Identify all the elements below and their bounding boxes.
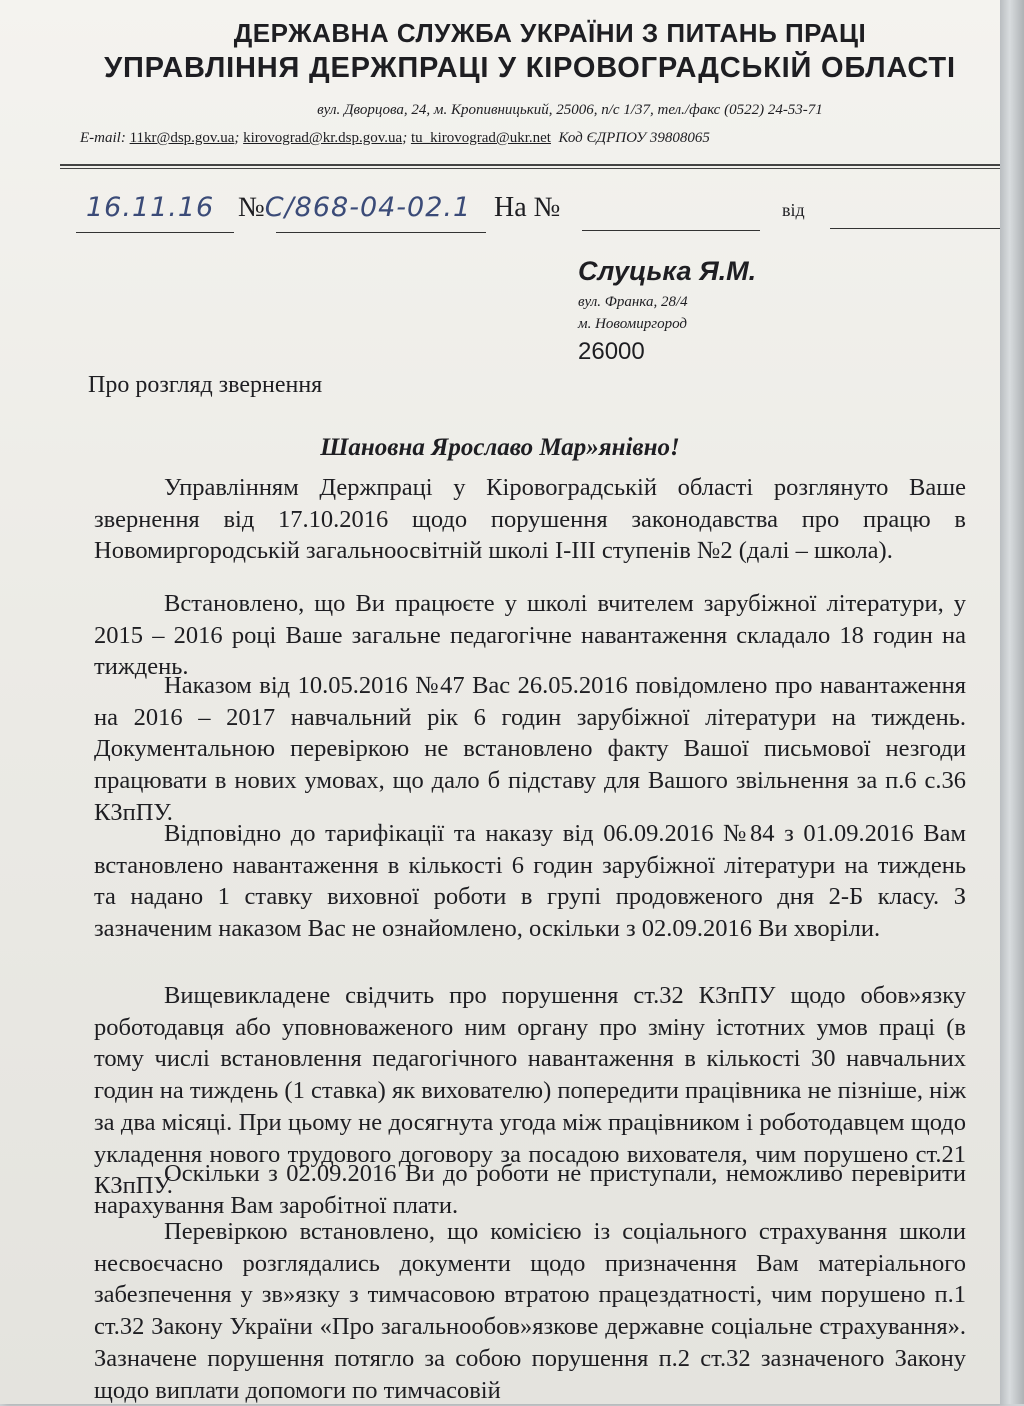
reply-ref-underline (582, 230, 760, 231)
ref-date-value: 16.11.16 (86, 192, 215, 223)
paragraph: Відповідно до тарифікації та наказу від 06.09.2016 №84 з 01.09.2016 Вам встановлено навантаження в кількості 6 годин зарубіжної літератури на тиждень та надано 1 ставку виховної роботи в групі продовженого дня 2-Б класу. З зазначеним наказом Вас не ознайомлено, оскільки з 02.09.2016 Ви хворіли. (94, 820, 966, 943)
email-link-1[interactable]: 11kr@dsp.gov.ua (129, 130, 235, 146)
addressee-zip: 26000 (578, 338, 645, 365)
ref-date (86, 192, 214, 232)
email-link-3[interactable]: tu_kirovograd@ukr.net (410, 130, 551, 146)
ref-number (238, 192, 471, 232)
paragraph: Оскільки з 02.09.2016 Ви до роботи не приступали, неможливо перевірити нарахування Вам заробітної плати. (94, 1160, 966, 1219)
header-divider (60, 164, 1000, 169)
paragraph: Перевіркою встановлено, що комісією із соціального страхування школи несвоєчасно розглядались документи щодо призначення Вам матеріального забезпечення у зв»язку з тимчасовою втратою працездатності, чим порушено п.1 ст.32 Закону України «Про загальнообов»язкове державне соціальне страхування». Зазначене порушення потягло за собою порушення п.2 ст.32 зазначеного Закону щодо виплати допомоги по тимчасовій (94, 1218, 966, 1404)
addressee-street: вул. Франка, 28/4 (578, 294, 688, 310)
ref-number-underline (276, 232, 486, 233)
reply-from-underline (830, 228, 1000, 229)
paragraph: Вищевикладене свідчить про порушення ст.32 КЗпПУ щодо обов»язку роботодавця або уповноваженого ним органу про зміну істотних умов праці (в тому числі встановлення педагогічного навантаження в кількості 30 навчальних годин на тиждень (1 ставка) як вихователю) попередити працівника не пізніше, ніж за два місяці. При цьому не досягнута угода між працівником і роботодавцем щодо укладення нового трудового договору за посадою вихователя, чим порушено ст.21 КЗпПУ. (94, 982, 966, 1200)
letter-subject: Про розгляд звернення (88, 372, 323, 398)
salutation: Шановна Ярославо Мар»янівно! (320, 434, 680, 461)
email-link-2[interactable]: kirovograd@kr.dsp.gov.ua (243, 130, 403, 146)
paragraph: Управлінням Держпраці у Кіровоградській області розглянуто Ваше звернення від 17.10.2016 щодо порушення законодавства про працю в Новомиргородській загальноосвітній школі І-ІІІ ступенів №2 (далі – школа). (94, 474, 966, 565)
agency-name: ДЕРЖАВНА СЛУЖБА УКРАЇНИ З ПИТАНЬ ПРАЦІ (233, 18, 867, 48)
email-line: E-mail: 11kr@dsp.gov.ua; kirovograd@kr.dsp.gov.ua; tu_kirovograd@ukr.net Код ЄДРПОУ 39808065 (80, 130, 710, 146)
postal-address: вул. Дворцова, 24, м. Кропивницький, 25006, п/с 1/37, тел./факс (0522) 24-53-71 (317, 102, 823, 118)
email-label: E-mail: (80, 130, 126, 146)
ref-number-label: № (238, 192, 265, 223)
paragraph: Наказом від 10.05.2016 №47 Вас 26.05.2016 повідомлено про навантаження на 2016 – 2017 навчальний рік 6 годин зарубіжної літератури на тиждень. Документальною перевіркою не встановлено факту Вашої письмової незгоди працювати в нових умовах, що дало б підставу для Вашого звільнення за п.6 с.36 КЗпПУ. (94, 672, 966, 826)
reply-ref-label: На № (494, 192, 561, 223)
edrpou-code: Код ЄДРПОУ 39808065 (558, 130, 710, 146)
department-name: УПРАВЛІННЯ ДЕРЖПРАЦІ У КІРОВОГРАДСЬКІЙ ОБЛАСТІ (104, 52, 956, 84)
addressee-city: м. Новомиргород (578, 316, 687, 332)
background-edge (1000, 0, 1024, 1404)
paragraph: Встановлено, що Ви працюєте у школі вчителем зарубіжної літератури, у 2015 – 2016 році Ваше загальне педагогічне навантаження складало 18 годин на тиждень. (94, 590, 966, 681)
ref-number-value: С/868-04-02.1 (264, 192, 472, 223)
addressee-name: Слуцька Я.М. (578, 256, 757, 286)
reply-from-label: від (782, 200, 805, 220)
ref-date-underline (76, 232, 234, 233)
